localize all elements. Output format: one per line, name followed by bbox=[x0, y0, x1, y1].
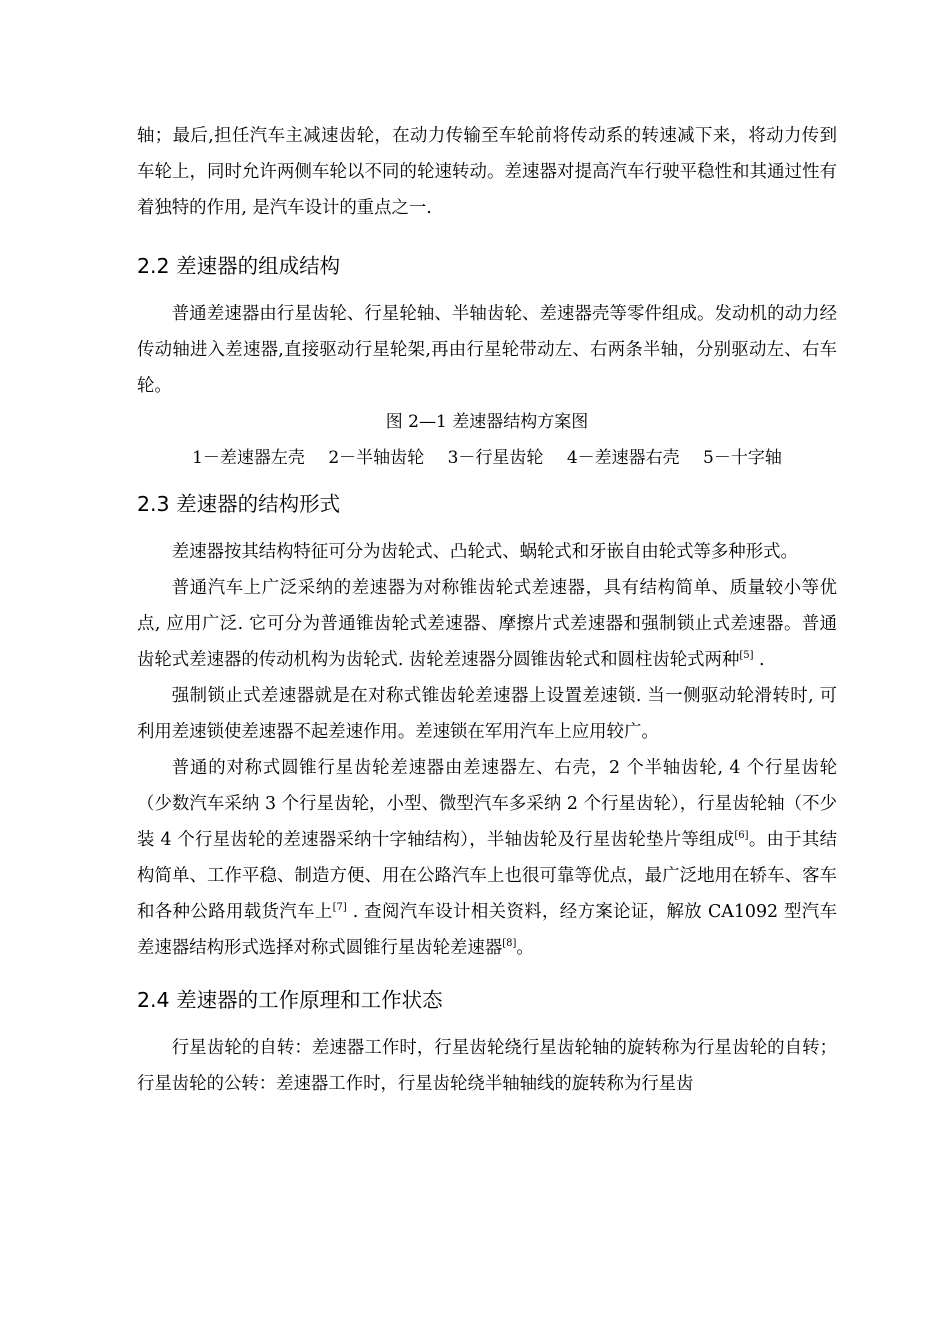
legend-item: 5－十字轴 bbox=[703, 448, 782, 468]
figure-caption: 图 2—1 差速器结构方案图 bbox=[385, 412, 589, 432]
paragraph-2-4-1: 行星齿轮的自转：差速器工作时，行星齿轮绕行星齿轮轴的旋转称为行星齿轮的自转；行星齿轮的公转：差速器工作时，行星齿轮绕半轴轴线的旋转称为行星齿 bbox=[137, 1038, 837, 1094]
paragraph-text: 普通汽车上广泛采纳的差速器为对称锥齿轮式差速器，具有结构简单、质量较小等优点, 应用广泛. 它可分为普通锥齿轮式差速器、摩擦片式差速器和强制锁止式差速器。普通齿轮式差速器的传动机构为齿轮式. 齿轮差速器分圆锥齿轮式和圆柱齿轮式两种 bbox=[137, 578, 837, 670]
legend-item: 1－差速器左壳 bbox=[192, 448, 305, 468]
citation-ref[interactable]: [7] bbox=[332, 902, 347, 913]
paragraph-2-3-1: 差速器按其结构特征可分为齿轮式、凸轮式、蜗轮式和牙嵌自由轮式等多种形式。 bbox=[171, 542, 798, 562]
paragraph-2-2: 普通差速器由行星齿轮、行星轮轴、半轴齿轮、差速器壳等零件组成。发动机的动力经传动轴进入差速器,直接驱动行星轮架,再由行星轮带动左、右两条半轴，分别驱动左、右车轮。 bbox=[137, 304, 837, 396]
paragraph-text: . 查阅汽车设计相关资料，经方案论证，解放 CA1092 型汽车差速器结构形式选择对称式圆锥行星齿轮差速器 bbox=[137, 902, 837, 958]
figure-legend bbox=[137, 440, 837, 476]
paragraph-2-3-2 bbox=[137, 570, 837, 678]
paragraph-2-3-3: 强制锁止式差速器就是在对称式锥齿轮差速器上设置差速锁. 当一侧驱动轮滑转时, 可利用差速锁使差速器不起差速作用。差速锁在军用汽车上应用较广。 bbox=[137, 686, 837, 742]
paragraph-text: 普通的对称式圆锥行星齿轮差速器由差速器左、右壳，2 个半轴齿轮, 4 个行星齿轮（少数汽车采纳 3 个行星齿轮，小型、微型汽车多采纳 2 个行星齿轮），行星齿轮轴（不少装 4 个行星齿轮的差速器采纳十字轴结构），半轴齿轮及行星齿轮垫片等组成 bbox=[137, 758, 837, 850]
section-heading-2-4: 2.4 差速器的工作原理和工作状态 bbox=[137, 988, 443, 1012]
section-heading-2-3: 2.3 差速器的结构形式 bbox=[137, 492, 341, 516]
legend-item: 3－行星齿轮 bbox=[447, 448, 544, 468]
citation-ref[interactable]: [8] bbox=[502, 938, 517, 949]
citation-ref[interactable]: [5] bbox=[739, 650, 754, 661]
section-heading-2-2: 2.2 差速器的组成结构 bbox=[137, 254, 341, 278]
document-page bbox=[137, 118, 837, 1102]
paragraph-text: 。 bbox=[516, 938, 534, 958]
citation-ref[interactable]: [6] bbox=[734, 830, 749, 841]
legend-item: 2－半轴齿轮 bbox=[328, 448, 425, 468]
paragraph-text: 。由于其结构简单、工作平稳、制造方便、用在公路汽车上也很可靠等优点，最广泛地用在轿车、客车和各种公路用载货汽车上 bbox=[137, 830, 837, 922]
paragraph-text: . bbox=[753, 650, 765, 670]
legend-item: 4－差速器右壳 bbox=[566, 448, 680, 468]
paragraph-2-3-4 bbox=[137, 750, 837, 966]
intro-paragraph: 轴；最后,担任汽车主减速齿轮，在动力传输至车轮前将传动系的转速减下来，将动力传到车轮上，同时允许两侧车轮以不同的轮速转动。差速器对提高汽车行驶平稳性和其通过性有着独特的作用, 是汽车设计的重点之一. bbox=[137, 126, 837, 218]
